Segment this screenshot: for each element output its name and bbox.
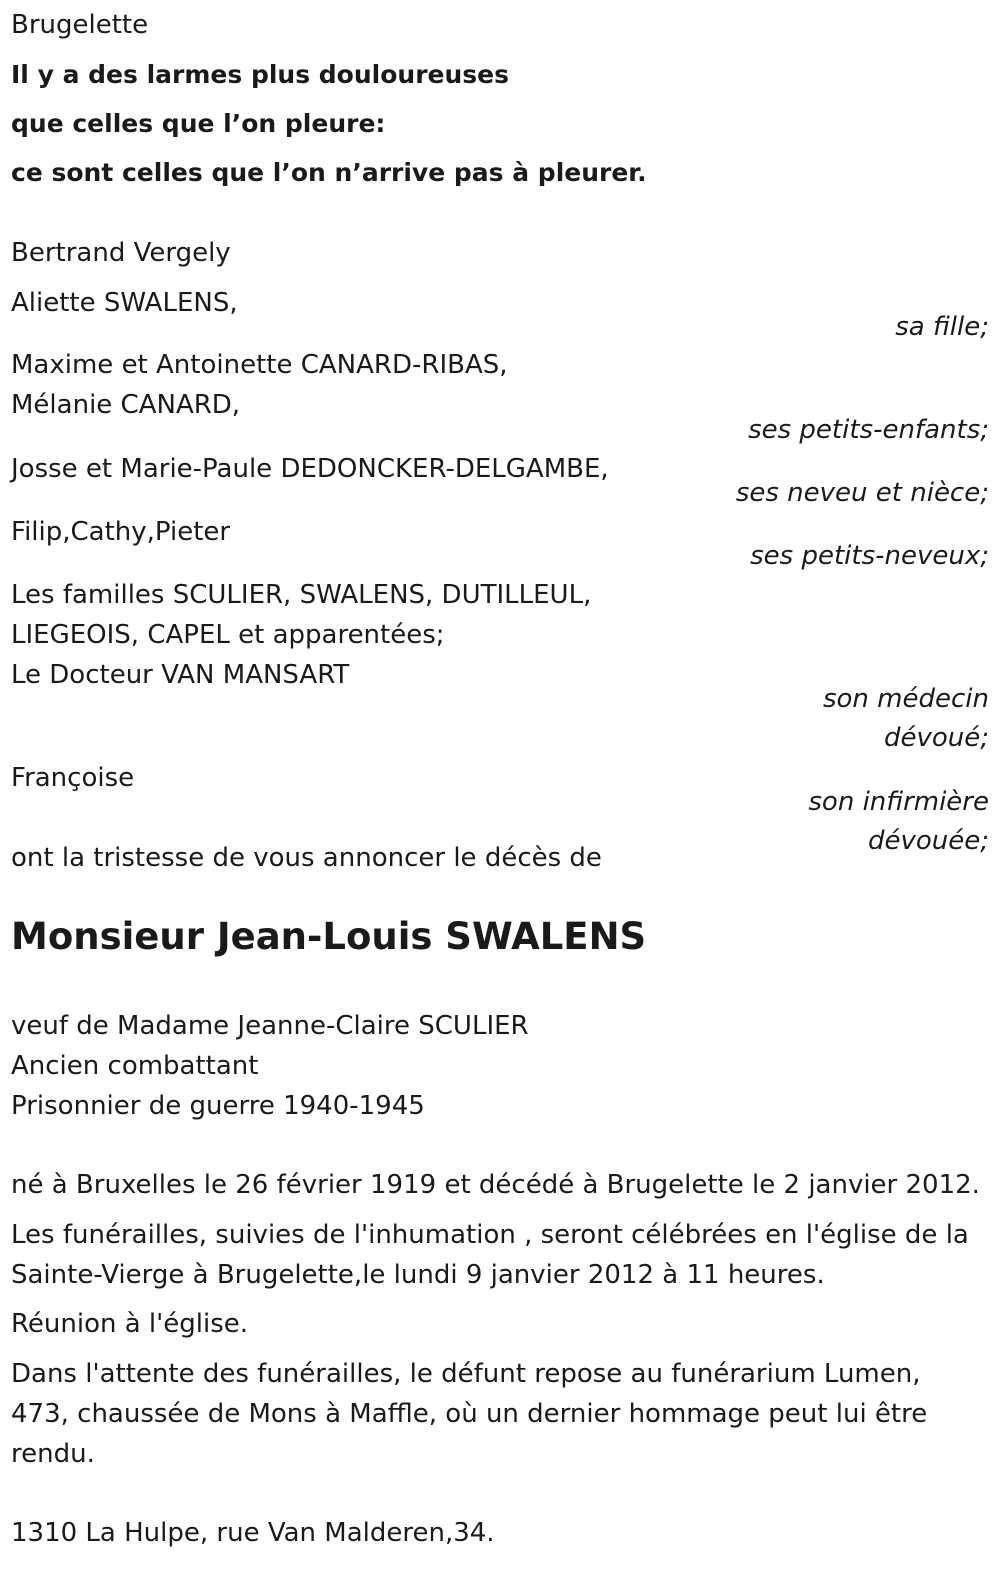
grandchildren-role: ses petits-enfants; [748,415,989,445]
doctor: Le Docteur VAN MANSART [11,660,350,690]
deceased-name: Monsieur Jean-Louis SWALENS [11,915,647,958]
quote-line-3: ce sont celles que l’on n’arrive pas à pleurer. [11,158,647,187]
deceased-detail-1: veuf de Madame Jeanne-Claire SCULIER [11,1011,529,1041]
daughter-role: sa fille; [895,312,989,342]
birth-death: né à Bruxelles le 26 février 1919 et décédé à Brugelette le 2 janvier 2012. [11,1170,980,1200]
address: 1310 La Hulpe, rue Van Malderen,34. [11,1518,495,1548]
nurse-role-2: dévouée; [867,826,989,856]
deceased-detail-3: Prisonnier de guerre 1940-1945 [11,1091,425,1121]
quote-author: Bertrand Vergely [11,238,231,268]
daughter-name: Aliette SWALENS, [11,288,238,318]
nephew-niece-role: ses neveu et nièce; [735,478,989,508]
doctor-role-2: dévoué; [883,723,989,753]
grandchild-2: Mélanie CANARD, [11,390,241,420]
location-header: Brugelette [11,10,149,40]
doctor-role-1: son médecin [822,684,989,714]
grandnephews: Filip,Cathy,Pieter [11,517,231,547]
funerarium-line-2: 473, chaussée de Mons à Maffle, où un dernier hommage peut lui être [11,1399,928,1429]
grandnephews-role: ses petits-neveux; [750,541,989,571]
meeting: Réunion à l'église. [11,1309,249,1339]
funeral-line-1: Les funérailles, suivies de l'inhumation , seront célébrées en l'église de la [11,1220,969,1250]
families-line-1: Les familles SCULIER, SWALENS, DUTILLEUL, [11,580,592,610]
quote-line-2: que celles que l’on pleure: [11,109,386,138]
deceased-detail-2: Ancien combattant [11,1051,259,1081]
announcement: ont la tristesse de vous annoncer le décès de [11,843,602,873]
quote-line-1: Il y a des larmes plus douloureuses [11,60,509,89]
nephew-niece: Josse et Marie-Paule DEDONCKER-DELGAMBE, [11,454,609,484]
nurse-role-1: son infirmière [808,787,989,817]
funerarium-line-3: rendu. [11,1439,95,1469]
families-line-2: LIEGEOIS, CAPEL et apparentées; [11,620,445,650]
funeral-line-2: Sainte-Vierge à Brugelette,le lundi 9 janvier 2012 à 11 heures. [11,1260,825,1290]
grandchild-1: Maxime et Antoinette CANARD-RIBAS, [11,350,508,380]
funerarium-line-1: Dans l'attente des funérailles, le défunt repose au funérarium Lumen, [11,1359,921,1389]
nurse: Françoise [11,763,135,793]
